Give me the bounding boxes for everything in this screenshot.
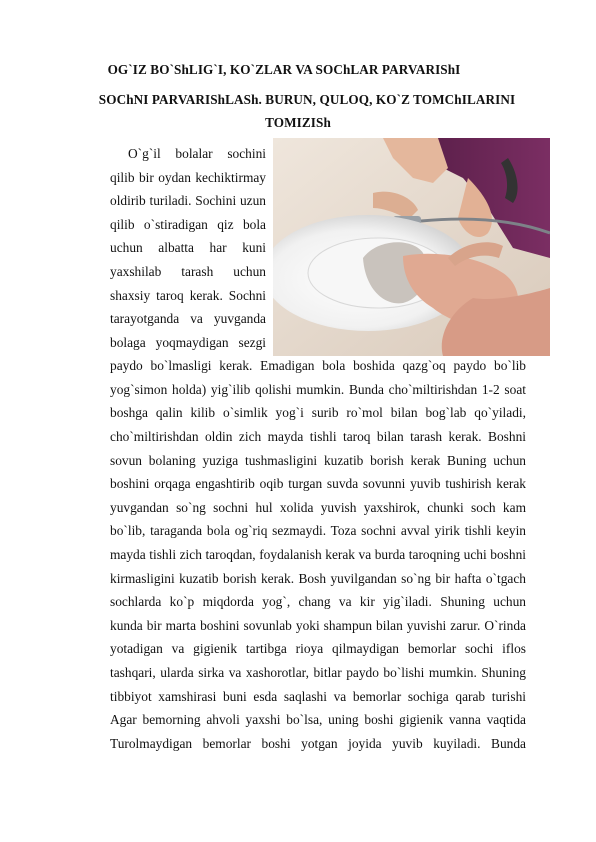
wrapped-line: O`g`il bolalar sochini	[128, 146, 266, 161]
body-line: mayda tishli zich taroqdan, foydalanish kerak va burda taroqning uchi boshni	[110, 547, 526, 562]
body-line: kunda bir marta boshini sovunlab yoki shampun bilan yuvishi zarur. O`rinda	[110, 618, 526, 633]
wrapped-line: bolaga yoqmaydigan sezgi	[110, 335, 266, 350]
body-line: boshini orqaga engashtirib oqib turgan suvda sovunni yuvib tushirish kerak	[110, 476, 526, 491]
body-line: yog`simon holda) yig`ilib qolishi mumkin. Bunda cho`miltirishdan 1-2 soat	[110, 382, 526, 397]
wrapped-line: tarayotganda va yuvganda	[110, 311, 266, 326]
body-line: Agar bemorning ahvoli yaxshi bo`lsa, uning boshi gigienik vanna vaqtida	[110, 712, 526, 727]
wrapped-line: shaxsiy taroq kerak. Sochni	[110, 288, 266, 303]
body-line: sochlarda ko`p miqdorda yog`, chang va kir yig`iladi. Shuning uchun	[110, 594, 526, 609]
heading-line-1: OG`IZ BO`ShLIG`I, KO`ZLAR VA SOChLAR PARVARIShI	[107, 62, 461, 77]
wrapped-line: yaxshilab tarash uchun	[110, 264, 266, 279]
body-line: tibbiyot xamshirasi buni esda saqlashi va bemorlar sochiga qarab turishi	[110, 689, 526, 704]
hair-washing-photo	[273, 138, 550, 356]
wrapped-line: oldirib turiladi. Sochini uzun	[110, 193, 266, 208]
body-line: kirmasligini kuzatib borish kerak. Bosh yuvilgandan so`ng bir hafta o`tgach	[110, 571, 526, 586]
body-line: sovun bolaning yuziga tushmasligini kuzatib borish kerak Buning uchun	[110, 453, 526, 468]
body-line: Turolmaydigan bemorlar boshi yotgan joyida yuvib kuyiladi. Bunda	[110, 736, 526, 751]
wrapped-line: uchun albatta har kuni	[110, 240, 266, 255]
body-line: boshga qalin kilib o`simlik yog`i surib ro`mol bilan bog`lab qo`yiladi,	[110, 405, 526, 420]
body-line: yuvgandan so`ng sochni hul xolida yuvish yaxshirok, chunki soch kam	[110, 500, 526, 515]
body-line: paydo bo`lmasligi kerak. Emadigan bola boshida qazg`oq paydo bo`lib	[110, 358, 526, 373]
body-line: tashqari, ularda sirka va xashorotlar, bitlar paydo bo`lishi mumkin. Shuning	[110, 665, 526, 680]
body-line: bo`lib, taraganda bola og`riq sezmaydi. Toza sochni avval yirik tishli keyin	[110, 523, 526, 538]
heading-line-3: TOMIZISh	[265, 115, 331, 130]
heading-line-2: SOChNI PARVARIShLASh. BURUN, QULOQ, KO`Z TOMChILARINI	[98, 92, 516, 107]
body-line: yotadigan va gigienik tartibga rioya qilmaydigan bemorlar sochi iflos	[110, 641, 526, 656]
wrapped-line: qilib bir oydan kechiktirmay	[110, 170, 266, 185]
wrapped-line: qilib o`stiradigan qiz bola	[110, 217, 266, 232]
body-line: cho`miltirishdan oldin zich mayda tishli taroq bilan tarash kerak. Boshni	[110, 429, 526, 444]
